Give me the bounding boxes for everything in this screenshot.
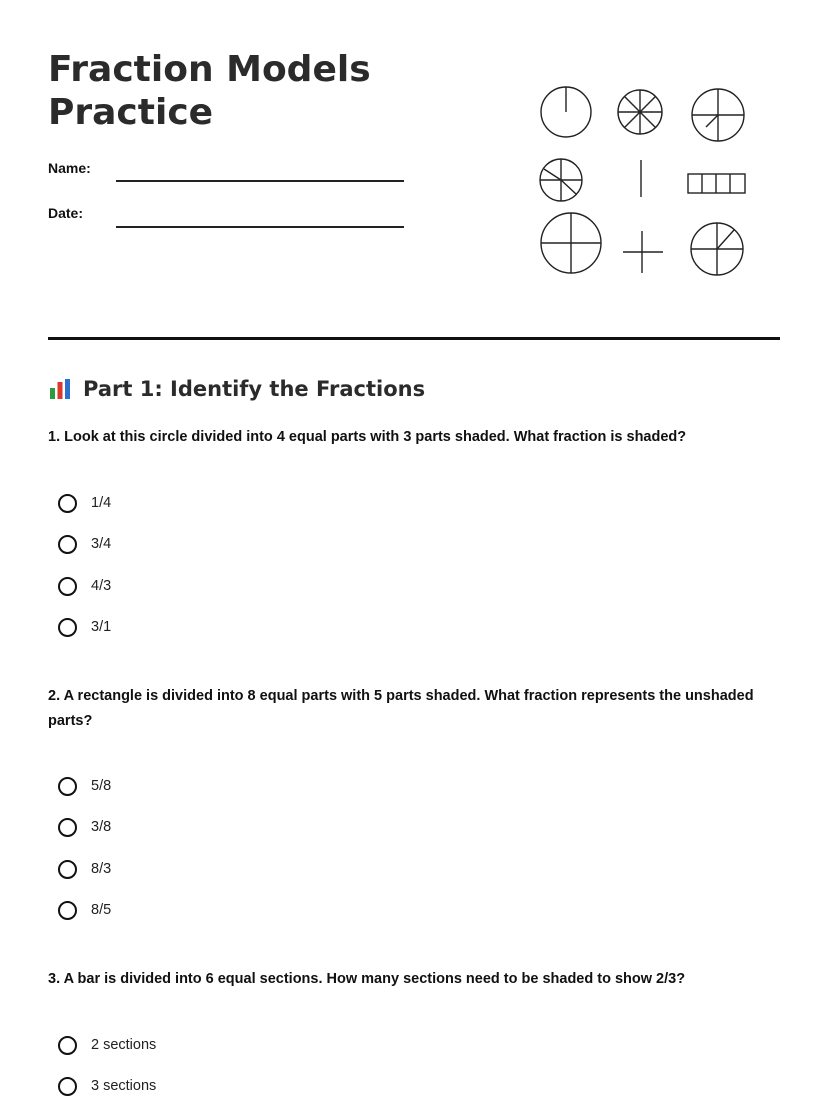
q2-option-d[interactable]	[58, 897, 111, 923]
radio-button[interactable]	[58, 777, 77, 796]
option-label: 8/3	[91, 861, 112, 877]
name-field[interactable]	[116, 180, 404, 182]
q1-option-d[interactable]	[58, 614, 111, 640]
part1-heading-text: Part 1: Identify the Fractions	[83, 377, 426, 401]
circle-quarters-large-icon	[541, 213, 601, 273]
q1-option-a[interactable]	[58, 490, 111, 516]
circle-quarters-icon	[692, 89, 744, 141]
option-label: 8/5	[91, 902, 112, 918]
option-label: 5/8	[91, 778, 112, 794]
circle-1-line-icon	[541, 87, 591, 137]
bar-chart-icon	[48, 377, 72, 401]
radio-button[interactable]	[58, 577, 77, 596]
radio-button[interactable]	[58, 901, 77, 920]
q1-option-b[interactable]	[58, 531, 111, 557]
rectangle-4-bar-icon	[688, 174, 745, 193]
circle-quarters-slice-icon	[691, 223, 743, 275]
option-label: 3/4	[91, 536, 112, 552]
plus-icon	[623, 231, 663, 273]
option-label: 1/4	[91, 495, 112, 511]
option-label: 3/1	[91, 619, 112, 635]
q3-option-a[interactable]	[58, 1032, 156, 1058]
question-1: 1. Look at this circle divided into 4 equal parts with 3 parts shaded. What fraction is shaded?	[48, 429, 687, 445]
radio-button[interactable]	[58, 860, 77, 879]
q3-option-b[interactable]	[58, 1073, 156, 1099]
name-label: Name:	[48, 160, 91, 176]
radio-button[interactable]	[58, 535, 77, 554]
q2-option-a[interactable]	[58, 773, 111, 799]
fraction-models-illustration	[530, 80, 760, 280]
radio-button[interactable]	[58, 1077, 77, 1096]
section-divider	[48, 337, 780, 340]
option-label: 4/3	[91, 578, 112, 594]
q1-option-c[interactable]	[58, 573, 111, 599]
option-label: 2 sections	[91, 1037, 157, 1053]
q2-option-b[interactable]	[58, 814, 111, 840]
part1-heading	[48, 374, 425, 404]
question-2: 2. A rectangle is divided into 8 equal parts with 5 parts shaded. What fraction represents the unshaded parts?	[48, 688, 754, 729]
radio-button[interactable]	[58, 1036, 77, 1055]
circle-slices-icon	[540, 159, 582, 201]
radio-button[interactable]	[58, 818, 77, 837]
option-label: 3 sections	[91, 1078, 157, 1094]
radio-button[interactable]	[58, 494, 77, 513]
question-3: 3. A bar is divided into 6 equal sections. How many sections need to be shaded to show 2/3?	[48, 971, 686, 987]
date-label: Date:	[48, 205, 84, 221]
radio-button[interactable]	[58, 618, 77, 637]
option-label: 3/8	[91, 819, 112, 835]
page-title: Fraction Models Practice	[48, 49, 371, 133]
date-field[interactable]	[116, 226, 404, 228]
q2-option-c[interactable]	[58, 856, 111, 882]
circle-8-slice-icon	[618, 90, 662, 134]
